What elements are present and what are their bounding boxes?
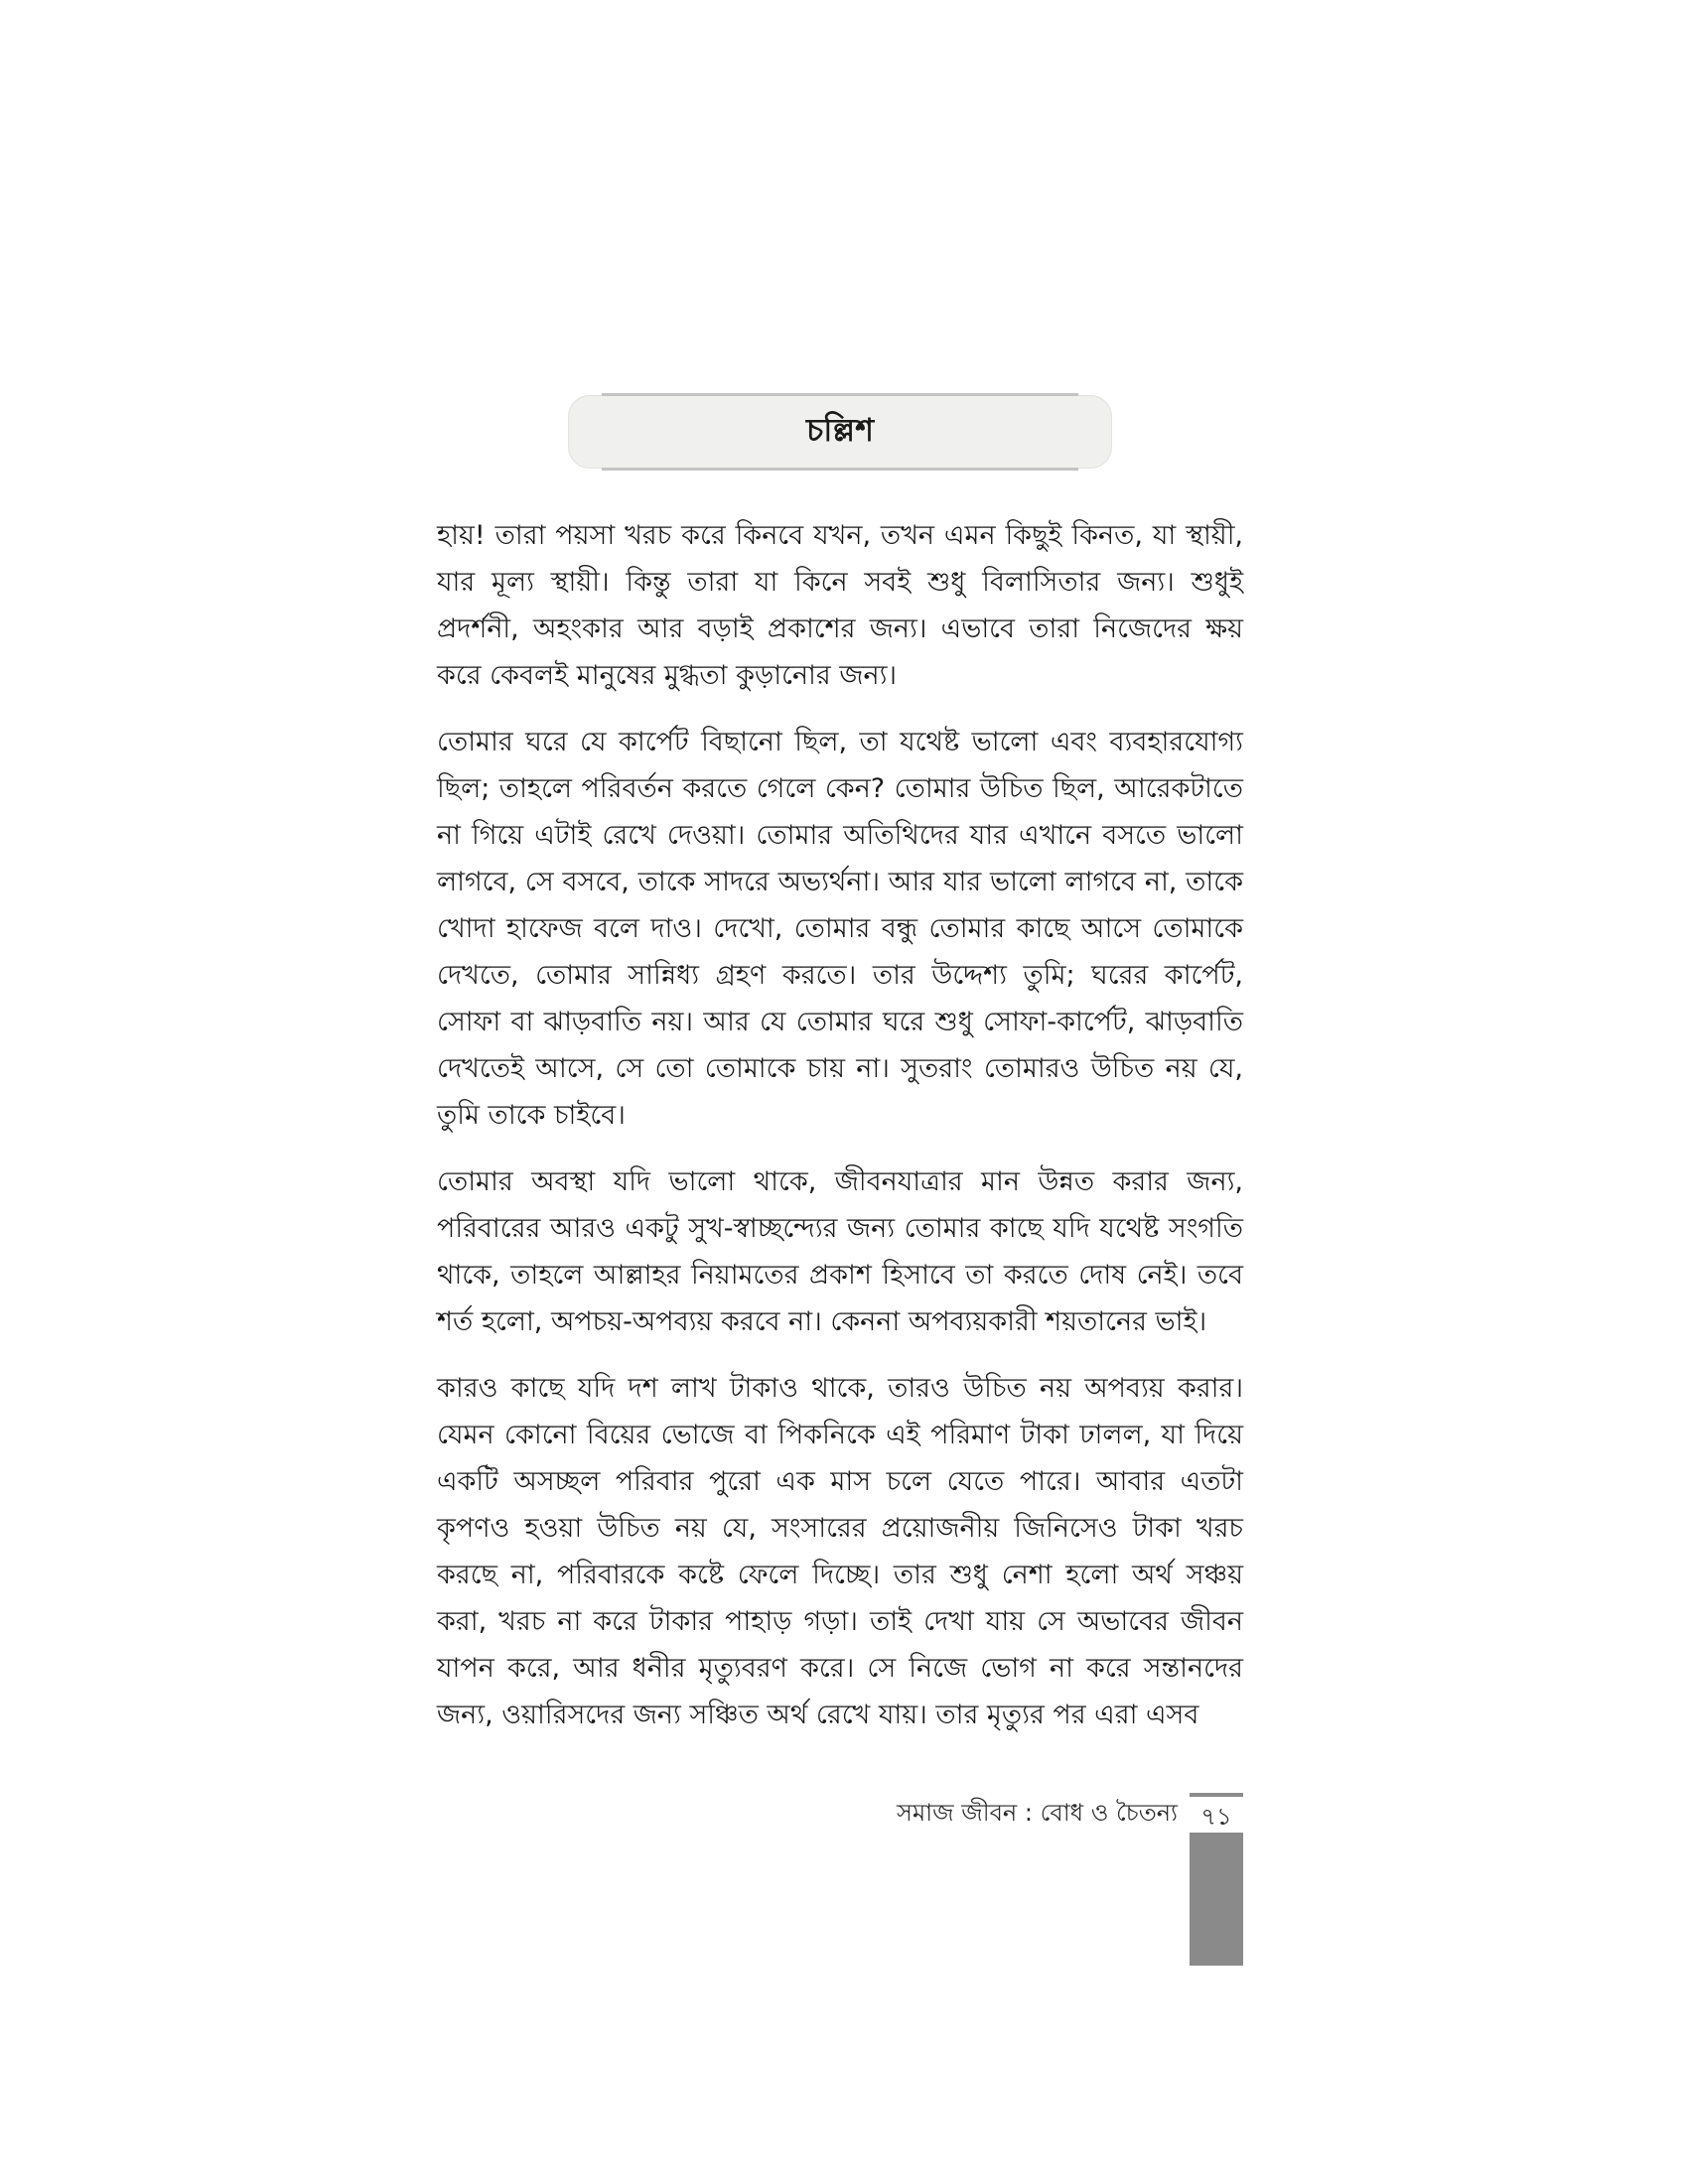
chapter-title: চল্লিশ [805, 411, 875, 449]
paragraph-4: কারও কাছে যদি দশ লাখ টাকাও থাকে, তারও উচিত নয় অপব্যয় করার। যেমন কোনো বিয়ের ভোজে বা পিকনিকে এই পরিমাণ টাকা ঢালল, যা দিয়ে একটি অসচ্ছল পরিবার পুরো এক মাস চলে যেতে পারে। আবার এতটা কৃপণও হওয়া উচিত নয় যে, সংসারের প্রয়োজনীয় জিনিসেও টাকা খরচ করছে না, পরিবারকে কষ্টে ফেলে দিচ্ছে। তার শুধু নেশা হলো অর্থ সঞ্চয় করা, খরচ না করে টাকার পাহাড় গড়া। তাই দেখা যায় সে অভাবের জীবন যাপন করে, আর ধনীর মৃত্যুবরণ করে। সে নিজে ভোগ না করে সন্তানদের জন্য, ওয়ারিসদের জন্য সঞ্চিত অর্থ রেখে যায়। তার মৃত্যুর পর এরা এসব [437, 1373, 1243, 1730]
paragraph-2: তোমার ঘরে যে কার্পেট বিছানো ছিল, তা যথেষ্ট ভালো এবং ব্যবহারযোগ্য ছিল; তাহলে পরিবর্তন করতে গেলে কেন? তোমার উচিত ছিল, আরেকটাতে না গিয়ে এটাই রেখে দেওয়া। তোমার অতিথিদের যার এখানে বসতে ভালো লাগবে, সে বসবে, তাকে সাদরে অভ্যর্থনা। আর যার ভালো লাগবে না, তাকে খোদা হাফেজ বলে দাও। দেখো, তোমার বন্ধু তোমার কাছে আসে তোমাকে দেখতে, তোমার সান্নিধ্য গ্রহণ করতে। তার উদ্দেশ্য তুমি; ঘরের কার্পেট, সোফা বা ঝাড়বাতি নয়। আর যে তোমার ঘরে শুধু সোফা-কার্পেট, ঝাড়বাতি দেখতেই আসে, সে তো তোমাকে চায় না। সুতরাং তোমারও উচিত নয় যে, তুমি তাকে চাইবে। [437, 727, 1243, 1131]
paragraph-1: হায়! তারা পয়সা খরচ করে কিনবে যখন, তখন এমন কিছুই কিনত, যা স্থায়ী, যার মূল্য স্থায়ী। কিন্তু তারা যা কিনে সবই শুধু বিলাসিতার জন্য। শুধুই প্রদর্শনী, অহংকার আর বড়াই প্রকাশের জন্য। এভাবে তারা নিজেদের ক্ষয় করে কেবলই মানুষের মুগ্ধতা কুড়ানোর জন্য। [437, 520, 1243, 691]
page-number: ৭১ [1190, 1793, 1243, 1837]
paragraph-3: তোমার অবস্থা যদি ভালো থাকে, জীবনযাত্রার মান উন্নত করার জন্য, পরিবারের আরও একটু সুখ-স্বাচ্ছন্দ্যের জন্য তোমার কাছে যদি যথেষ্ট সংগতি থাকে, তাহলে আল্লাহর নিয়ামতের প্রকাশ হিসাবে তা করতে দোষ নেই। তবে শর্ত হলো, অপচয়-অপব্যয় করবে না। কেননা অপব্যয়কারী শয়তানের ভাই। [437, 1166, 1243, 1337]
body-text [437, 512, 1243, 1758]
thumb-tab-decoration [1190, 1833, 1243, 1966]
running-footer-title: সমাজ জীবন : বোধ ও চৈতন্য [897, 1799, 1178, 1827]
chapter-title-banner [568, 395, 1112, 469]
